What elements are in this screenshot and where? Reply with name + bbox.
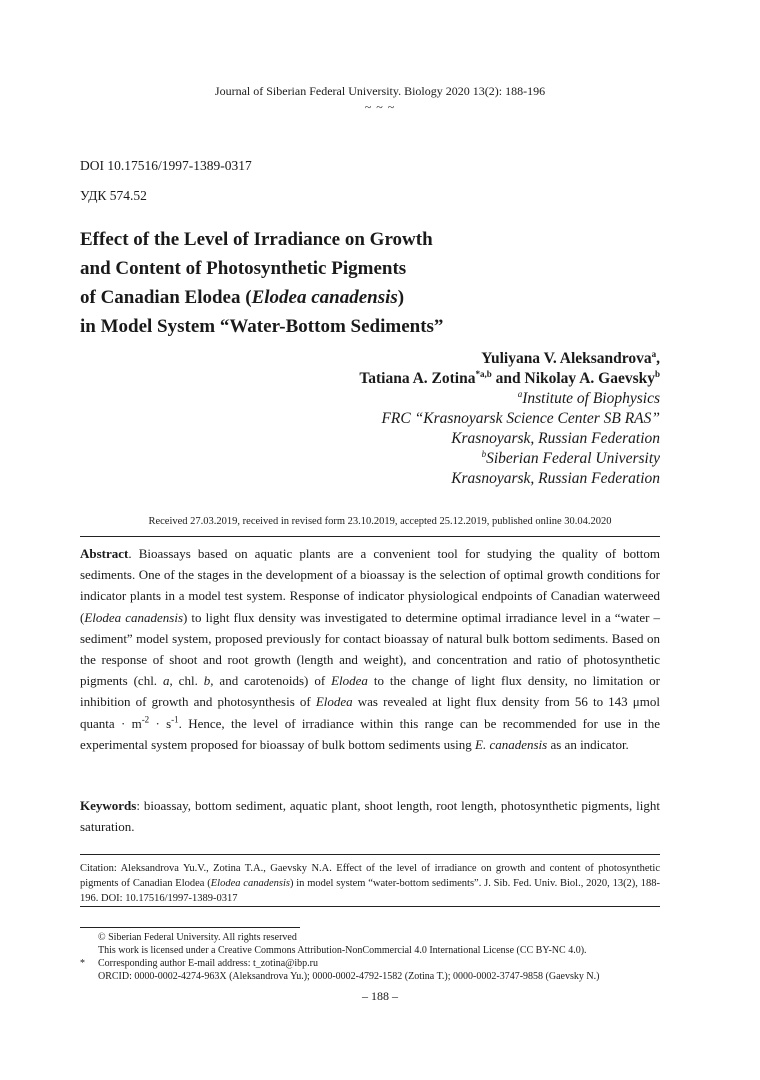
author-and: and [491,370,525,387]
citation-italic: Elodea canadensis [210,878,290,889]
citation [80,861,660,906]
article-title [80,225,680,341]
aff-b-sup: b [481,448,487,459]
author3-sup: b [654,368,660,379]
abstract-label: Abstract [80,546,129,561]
authors-block [100,349,660,489]
title-line-1: Effect of the Level of Irradiance on Growth [80,229,433,250]
abstract-italic: Elodea [331,673,368,689]
journal-header: Journal of Siberian Federal University. Biology 2020 13(2): 188-196 [214,84,546,98]
doi: DOI 10.17516/1997-1389-0317 [80,158,252,173]
divider-top-citation [80,854,660,855]
page-number: – 188 – [362,989,398,1003]
udk-code: УДК 574.52 [80,188,147,203]
divider-top-abstract [80,536,660,537]
abstract-italic: E. canadensis [475,736,548,752]
abstract-sup: -2 [141,714,150,725]
author2-sup: *a,b [475,368,492,379]
aff-b-1: Siberian Federal University [486,450,660,467]
author-zotina: Tatiana A. Zotina [359,370,476,387]
abstract-text: , and carotenoids) of [210,673,332,689]
title-line-2: and Content of Photosynthetic Pigments [80,258,407,279]
author-gaevsky: Nikolay A. Gaevsky [524,370,655,387]
author-line-1 [100,349,660,369]
received-dates: Received 27.03.2019, received in revised form 23.10.2019, accepted 25.12.2019, published online 30.04.2020 [148,516,612,527]
divider-bottom-citation [80,906,660,907]
title-line-3 [80,283,680,312]
abstract-italic: Elodea canadensis [84,609,184,625]
orcid-text: ORCID: 0000-0002-4274-963X (Aleksandrova Yu.); 0000-0002-4792-1582 (Zotina T.); 0000-0002-3747-9858 (Gaevsky N.) [98,971,600,982]
copyright-text: © Siberian Federal University. All rights reserved [98,932,297,943]
abstract-text: · s [149,715,172,731]
abstract-italic: Elodea [315,694,353,710]
author-aleksandrova: Yuliyana V. Aleksandrova [481,350,652,367]
citation-text: Citation: Aleksandrova Yu.V., Zotina T.A., Gaevsky N.A. Effect of the level of irradiance on growth and content of photosynthetic pigments of Canadian Elodea ( [80,863,660,889]
title-line-4: in Model System “Water-Bottom Sediments” [80,316,444,337]
abstract-italic: a [163,673,170,689]
footnote-rule [80,927,300,928]
keywords-label: Keywords [80,798,137,813]
aff-a-1: Institute of Biophysics [522,390,660,407]
abstract-italic: b [203,673,211,689]
abstract-text: . Hence, the level of irradiance within this range can be recommended for use in the experimental system proposed for bioassay of bulk bottom sediments using [80,715,661,752]
citation-text: ) in model system “water-bottom sediments”. J. Sib. Fed. Univ. Biol., 2020, 13(2), 188-196. DOI: 10.17516/1997-1389-0317 [80,878,660,904]
abstract-text: . Bioassays based on aquatic plants are a convenient tool for studying the quality of bottom sediments. One of the stages in the development of a bioassay is the selection of optimal growth conditions for indicator plants in a model test system. Response of indicator physiological endpoints of Canadian waterweed ( [80,546,660,625]
title-line-3-pre: of Canadian Elodea ( [80,287,252,308]
affiliation-b-line-1 [100,449,660,469]
license-text: This work is licensed under a Creative Commons Attribution-NonCommercial 4.0 International License (CC BY-NC 4.0). [98,945,587,956]
affiliation-a-line-2: FRC “Krasnoyarsk Science Center SB RAS” [381,410,660,427]
title-species: Elodea canadensis [251,287,398,308]
abstract-text: , chl. [169,673,204,689]
keywords [80,795,660,837]
abstract-text: to the change of light flux density, no limitation or inhibition of growth and photosynthesis of [80,673,660,710]
abstract-text: was revealed at light flux density from 56 to 143 μmol quanta · m [80,694,660,731]
abstract-sup: -1 [171,714,179,725]
title-line-3-post: ) [397,287,405,308]
abstract [80,543,660,755]
affiliation-a-line-1 [100,389,660,409]
footnote-email [80,957,318,970]
aff-a-sup: a [517,388,523,399]
footnote-license [80,944,587,957]
author1-sup: a [651,348,657,359]
footnote-orcid [80,970,599,983]
affiliation-a-line-3: Krasnoyarsk, Russian Federation [451,430,660,447]
abstract-text: as an indicator. [547,736,629,752]
abstract-text: ) to light flux density was investigated to determine optimal irradiance level in a “water – sediment” model system, proposed previously for contact bioassay of natural bulk bottom sediments. Based on the response of shoot and root growth (length and weight), and concentration and ratio of photosynthetic pigments (chl. [80,609,660,689]
author-line-2 [100,369,660,389]
header-ornament: ~ ~ ~ [364,100,396,114]
keywords-text: : bioassay, bottom sediment, aquatic plant, shoot length, root length, photosynthetic pigments, light saturation. [80,798,660,835]
email-text: Corresponding author E-mail address: t_zotina@ibp.ru [98,958,318,969]
footnote-copyright [80,931,297,944]
asterisk-mark: * [80,958,85,969]
affiliation-b-line-2: Krasnoyarsk, Russian Federation [451,470,660,487]
author-comma: , [656,350,660,367]
